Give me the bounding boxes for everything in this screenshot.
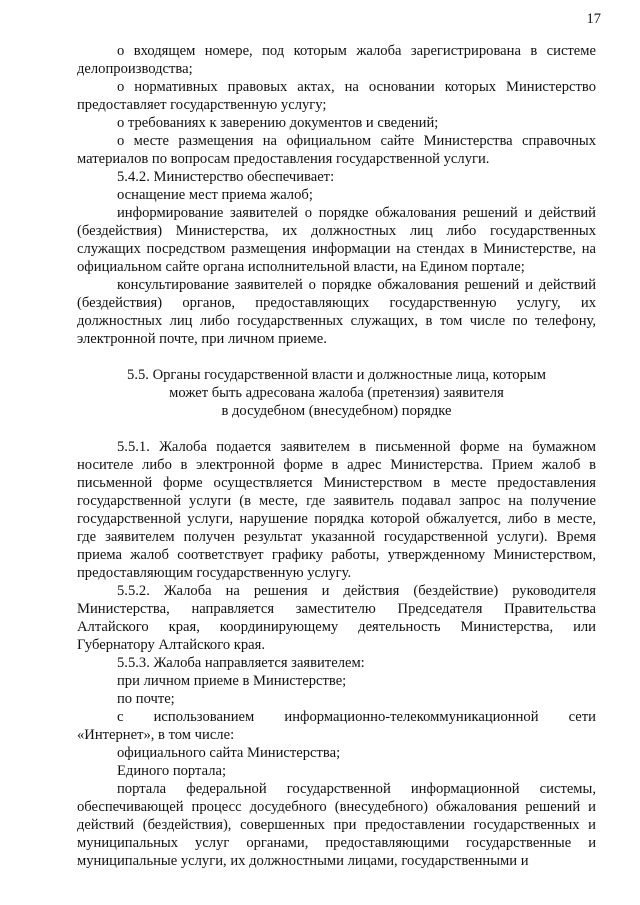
paragraph-consulting: консультирование заявителей о порядке обжалования решений и действий (бездействия) органов, предоставляющих государственную услугу, их должностных лиц либо государственных служащих, в том числе по телефону, электронной почте, при личном приеме. — [77, 277, 596, 347]
internet-word: сети — [568, 709, 596, 725]
section-heading-line: может быть адресована жалоба (претензия) заявителя — [169, 385, 504, 401]
section-heading-line: 5.5. Органы государственной власти и должностные лица, которым — [127, 367, 546, 383]
paragraph-personal-reception: при личном приеме в Министерстве; — [117, 673, 347, 689]
paragraph-legal-acts: о нормативных правовых актах, на основании которых Министерство предоставляет государственную услугу; — [77, 79, 596, 113]
paragraph-document-certification: о требованиях к заверению документов и сведений; — [117, 115, 439, 131]
paragraph-5-5-3: 5.5.3. Жалоба направляется заявителем: — [117, 655, 365, 671]
paragraph-by-mail: по почте; — [117, 691, 175, 707]
paragraph-incoming-number: о входящем номере, под которым жалоба зарегистрирована в системе делопроизводства; — [77, 43, 596, 77]
paragraph-reference-materials: о месте размещения на официальном сайте Министерства справочных материалов по вопросам предоставления государственной услуги. — [77, 133, 596, 167]
paragraph-equipment: оснащение мест приема жалоб; — [117, 187, 313, 203]
internet-word: использованием — [153, 709, 255, 725]
internet-word: информационно-телекоммуникационной — [284, 709, 539, 725]
section-heading-5-5 — [77, 366, 596, 420]
paragraph-unified-portal: Единого портала; — [117, 763, 227, 779]
paragraph-5-4-2: 5.4.2. Министерство обеспечивает: — [117, 169, 335, 185]
page-number: 17 — [586, 11, 601, 27]
paragraph-informing: информирование заявителей о порядке обжалования решений и действий (бездействия) Министерства, их должностных лиц либо государственных служащих посредством размещения информации на стендах в Министерстве, на официальном сайте органа исполнительной власти, на Едином портале; — [77, 205, 596, 275]
paragraph-5-5-1: 5.5.1. Жалоба подается заявителем в письменной форме на бумажном носителе либо в электронной форме в адрес Министерства. Прием жалоб в письменной форме осуществляется Министерством в месте предоставления государственной услуги (в месте, где заявитель подавал запрос на получение государственной услуги, нарушение порядка которой обжалуется, либо в месте, где заявителем получен результат указанной государственной услуги). Время приема жалоб соответствует графику работы, утвержденному Министерством, предоставляющим государственную услугу. — [77, 439, 596, 581]
paragraph-federal-portal: портала федеральной государственной информационной системы, обеспечивающей процесс досудебного (внесудебного) обжалования решений и действий (бездействия), совершенных при предоставлении государственных и муниципальных услуг органами, предоставляющими государственные и муниципальные услуги, их должностными лицами, государственными и — [77, 781, 596, 869]
internet-word: с — [117, 709, 124, 725]
paragraph-internet-first-line — [77, 708, 596, 726]
paragraph-internet — [77, 708, 596, 744]
paragraph-5-5-2: 5.5.2. Жалоба на решения и действия (бездействие) руководителя Министерства, направляется заместителю Председателя Правительства Алтайского края, координирующему деятельность Министерства, или Губернатору Алтайского края. — [77, 583, 596, 653]
paragraph-official-site: официального сайта Министерства; — [117, 745, 341, 761]
document-body — [77, 42, 596, 870]
paragraph-internet-continuation: «Интернет», в том числе: — [77, 727, 235, 743]
section-heading-line: в досудебном (внесудебном) порядке — [221, 403, 452, 419]
